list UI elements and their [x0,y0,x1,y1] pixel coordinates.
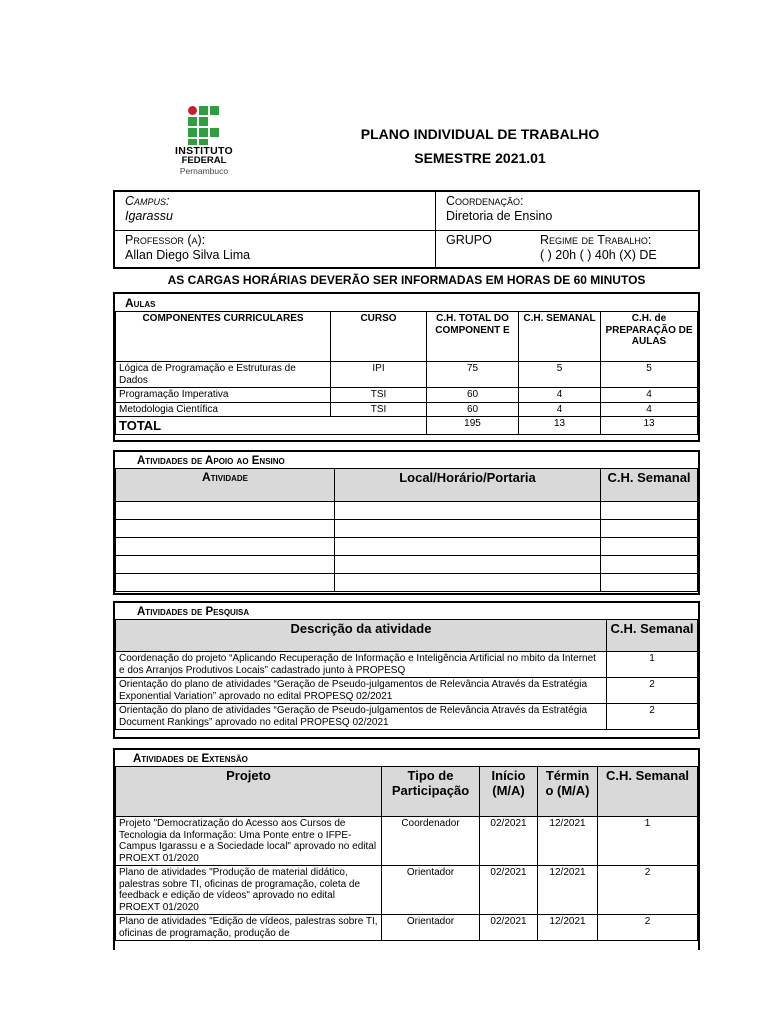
aulas-row-curso: TSI [331,388,427,403]
aulas-total-row [116,417,698,435]
pesquisa-table [115,619,698,730]
aulas-header-ch-semanal: C.H. SEMANAL [519,312,601,362]
aulas-total-prep: 13 [601,417,698,435]
professor-label: Professor (a): [125,233,206,247]
pesquisa-title: Atividades de Pesquisa [137,606,250,618]
pesquisa-section [113,601,700,739]
table-row [116,402,698,417]
table-row [116,502,698,520]
extensao-row-inicio: 02/2021 [480,817,538,866]
aulas-section [113,292,700,442]
logo-line2: FEDERAL [181,155,227,166]
aulas-row-curso: TSI [331,402,427,417]
regime-label: Regime de Trabalho: [540,233,652,247]
extensao-row-tipo: Orientador [382,866,480,915]
extensao-header-inicio: Início (M/A) [480,767,538,817]
aulas-header-ch-preparacao: C.H. de PREPARAÇÃO DE AULAS [601,312,698,362]
aulas-row-semanal: 4 [519,402,601,417]
apoio-header-atividade: Atividade [116,469,335,502]
apoio-section [113,450,700,595]
pesquisa-header-descricao: Descrição da atividade [116,620,607,652]
extensao-row-inicio: 02/2021 [480,866,538,915]
extensao-header-tipo: Tipo de Participação [382,767,480,817]
aulas-row-total: 60 [427,402,519,417]
aulas-row-comp: Lógica de Programação e Estruturas de Dados [116,362,331,388]
aulas-row-total: 60 [427,388,519,403]
institute-logo [170,104,238,180]
extensao-title: Atividades de Extensão [133,753,248,765]
extensao-table [115,766,698,941]
pesquisa-row-ch: 1 [607,652,698,678]
aulas-row-comp: Metodologia Científica [116,402,331,417]
page-subtitle: SEMESTRE 2021.01 [414,150,546,166]
extensao-row-ch: 2 [598,915,698,941]
aulas-row-curso: IPI [331,362,427,388]
extensao-header-projeto: Projeto [116,767,382,817]
table-row [116,538,698,556]
campus-label: Campus: [125,194,170,208]
extensao-row-projeto: Projeto "Democratização do Acesso aos Cursos de Tecnologia da Informação: Uma Ponte entre o IFPE-Campus Igarassu e a Sociedade local" aprovado no edital PROEXT 01/2020 [116,817,382,866]
extensao-row-ch: 1 [598,817,698,866]
extensao-row-termino: 12/2021 [538,915,598,941]
aulas-total-label: TOTAL [116,417,427,435]
extensao-row-ch: 2 [598,866,698,915]
aulas-header-componentes: COMPONENTES CURRICULARES [116,312,331,362]
logo-icon [170,104,238,146]
pesquisa-row-ch: 2 [607,678,698,704]
aulas-row-prep: 4 [601,402,698,417]
extensao-row-projeto: Plano de atividades "Produção de material didático, palestras sobre TI, oficinas de programação, coleta de feedback e edição de vídeos" aprovado no edital PROEXT 01/2020 [116,866,382,915]
table-row [116,556,698,574]
hours-notice: AS CARGAS HORÁRIAS DEVERÃO SER INFORMADAS EM HORAS DE 60 MINUTOS [167,273,646,287]
table-row [116,915,698,941]
aulas-total-ch: 195 [427,417,519,435]
aulas-row-semanal: 5 [519,362,601,388]
table-row [116,574,698,592]
pesquisa-row-ch: 2 [607,704,698,730]
page-title: PLANO INDIVIDUAL DE TRABALHO [360,126,600,142]
table-row [116,817,698,866]
pesquisa-header-ch: C.H. Semanal [607,620,698,652]
apoio-title: Atividades de Apoio ao Ensino [137,455,285,467]
extensao-row-termino: 12/2021 [538,817,598,866]
aulas-row-prep: 4 [601,388,698,403]
apoio-header-ch: C.H. Semanal [601,469,698,502]
table-row [116,520,698,538]
grupo-label: GRUPO [446,233,492,247]
professor-value: Allan Diego Silva Lima [125,248,251,262]
aulas-title: Aulas [125,296,156,310]
regime-value: ( ) 20h ( ) 40h (X) DE [540,248,657,262]
aulas-header-ch-total: C.H. TOTAL DO COMPONENT E [427,312,519,362]
aulas-row-prep: 5 [601,362,698,388]
table-row [116,866,698,915]
table-row [116,388,698,403]
aulas-row-comp: Programação Imperativa [116,388,331,403]
table-row [116,678,698,704]
campus-value: Igarassu [125,209,173,223]
table-row [116,652,698,678]
apoio-table [115,468,698,592]
extensao-section [113,748,700,950]
pesquisa-row-desc: Orientação do plano de atividades “Geração de Pseudo-julgamentos de Relevância Através da Estratégia Exponential Variation” aprovado no edital PROPESQ 02/2021 [116,678,607,704]
pesquisa-row-desc: Orientação do plano de atividades “Geração de Pseudo-julgamentos de Relevância Através da Estratégia Document Rankings” aprovado no edital PROPESQ 02/2021 [116,704,607,730]
coordenacao-label: Coordenação: [446,194,524,208]
info-table [113,190,700,269]
extensao-row-inicio: 02/2021 [480,915,538,941]
extensao-row-projeto: Plano de atividades "Edição de vídeos, palestras sobre TI, oficinas de programação, produção de [116,915,382,941]
aulas-total-semanal: 13 [519,417,601,435]
pesquisa-row-desc: Coordenação do projeto “Aplicando Recuperação de Informação e Inteligência Artificial no mbito da Internet e dos Arranjos Produtivos Locais” cadastrado junto à PROPESQ [116,652,607,678]
extensao-header-ch: C.H. Semanal [598,767,698,817]
extensao-row-termino: 12/2021 [538,866,598,915]
coordenacao-value: Diretoria de Ensino [446,209,553,223]
table-row [116,362,698,388]
aulas-row-total: 75 [427,362,519,388]
table-row [116,704,698,730]
aulas-header-curso: CURSO [331,312,427,362]
extensao-header-termino: Términ o (M/A) [538,767,598,817]
logo-line3: Pernambuco [179,166,229,176]
extensao-row-tipo: Coordenador [382,817,480,866]
apoio-header-local: Local/Horário/Portaria [335,469,601,502]
aulas-row-semanal: 4 [519,388,601,403]
logo-line1: INSTITUTO [175,145,233,157]
aulas-table [115,311,698,435]
extensao-row-tipo: Orientador [382,915,480,941]
